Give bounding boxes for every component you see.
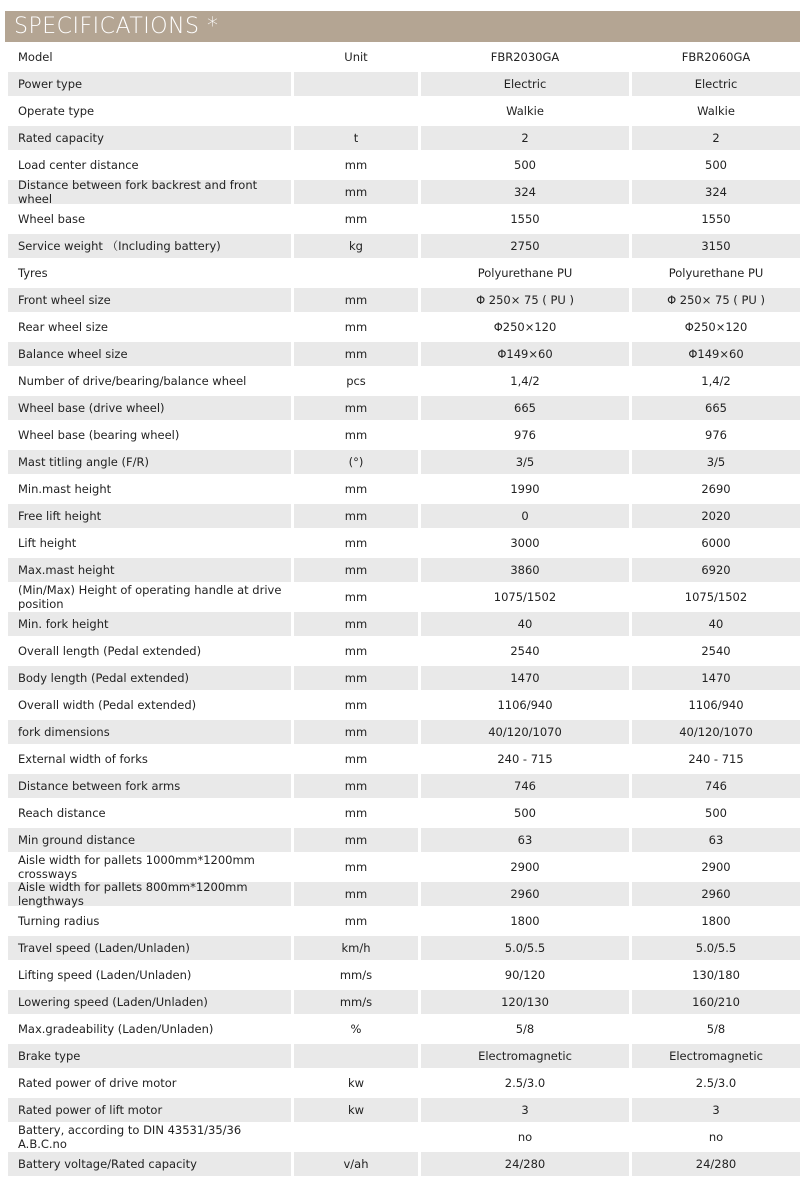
spec-unit-cell: km/h — [294, 936, 418, 960]
table-row — [8, 288, 800, 312]
spec-value-fbr2060ga-cell: 160/210 — [632, 990, 800, 1014]
spec-name-cell: Load center distance — [18, 158, 139, 172]
spec-name-cell: Front wheel size — [8, 288, 291, 312]
table-row — [8, 423, 800, 447]
spec-value-fbr2060ga-cell: Electric — [632, 72, 800, 96]
spec-value-fbr2030ga-cell: 5/8 — [515, 1022, 535, 1036]
spec-value-fbr2030ga-cell: Φ149×60 — [421, 342, 629, 366]
table-row — [8, 342, 800, 366]
table-row — [8, 126, 800, 150]
table-row — [8, 666, 800, 690]
spec-value-fbr2060ga-cell: 1075/1502 — [684, 590, 748, 604]
spec-name-cell: Max.gradeability (Laden/Unladen) — [18, 1022, 214, 1036]
spec-unit-cell: mm — [294, 774, 418, 798]
table-row — [8, 747, 800, 771]
spec-value-fbr2030ga-cell: FBR2030GA — [490, 50, 560, 64]
table-row — [8, 504, 800, 528]
spec-unit-cell: v/ah — [294, 1152, 418, 1176]
page-title: SPECIFICATIONS * — [5, 11, 800, 42]
spec-value-fbr2060ga-cell: Polyurethane PU — [668, 266, 764, 280]
spec-value-fbr2060ga-cell: Φ149×60 — [632, 342, 800, 366]
spec-unit-cell: mm — [344, 482, 368, 496]
table-row — [8, 531, 800, 555]
spec-value-fbr2060ga-cell: Electromagnetic — [632, 1044, 800, 1068]
spec-name-cell: Service weight （Including battery) — [8, 234, 291, 258]
spec-unit-cell: mm — [344, 698, 368, 712]
spec-name-cell: Distance between fork arms — [8, 774, 291, 798]
spec-value-fbr2060ga-cell: Walkie — [697, 104, 735, 118]
spec-value-fbr2030ga-cell: 3/5 — [421, 450, 629, 474]
spec-value-fbr2030ga-cell: 324 — [421, 180, 629, 204]
table-row — [8, 990, 800, 1014]
table-row — [8, 450, 800, 474]
spec-value-fbr2030ga-cell: Polyurethane PU — [477, 266, 573, 280]
spec-value-fbr2030ga-cell: 3000 — [510, 536, 540, 550]
spec-unit-cell: mm — [294, 828, 418, 852]
spec-name-cell: Rated capacity — [8, 126, 291, 150]
spec-value-fbr2060ga-cell: 3150 — [632, 234, 800, 258]
spec-value-fbr2060ga-cell: 1470 — [632, 666, 800, 690]
spec-name-cell: Max.mast height — [8, 558, 291, 582]
spec-unit-cell: mm — [294, 666, 418, 690]
spec-unit-cell: mm — [294, 882, 418, 906]
spec-name-cell: Operate type — [18, 104, 95, 118]
spec-value-fbr2030ga-cell: 500 — [514, 806, 536, 820]
table-row — [8, 558, 800, 582]
spec-value-fbr2060ga-cell: 2690 — [701, 482, 731, 496]
spec-value-fbr2030ga-cell: 2.5/3.0 — [504, 1076, 546, 1090]
spec-value-fbr2030ga-cell: Φ 250× 75 ( PU ) — [421, 288, 629, 312]
table-row — [8, 882, 800, 906]
spec-value-fbr2030ga-cell: 1106/940 — [497, 698, 553, 712]
spec-value-fbr2060ga-cell: 1800 — [701, 914, 731, 928]
spec-name-cell: Battery, according to DIN 43531/35/36 A.B.C.no — [18, 1123, 242, 1151]
spec-value-fbr2060ga-cell: 6000 — [701, 536, 731, 550]
spec-name-cell: Overall length (Pedal extended) — [18, 644, 202, 658]
spec-unit-cell — [294, 261, 418, 285]
spec-name-cell: Travel speed (Laden/Unladen) — [8, 936, 291, 960]
spec-value-fbr2060ga-cell: 2540 — [701, 644, 731, 658]
spec-name-cell: Wheel base (drive wheel) — [8, 396, 291, 420]
spec-value-fbr2030ga-cell: 665 — [421, 396, 629, 420]
table-row — [8, 774, 800, 798]
spec-name-cell: Distance between fork backrest and front wheel — [8, 180, 291, 204]
spec-name-cell: Lifting speed (Laden/Unladen) — [18, 968, 192, 982]
spec-value-fbr2030ga-cell: 40/120/1070 — [421, 720, 629, 744]
spec-name-cell: Free lift height — [8, 504, 291, 528]
spec-value-fbr2060ga-cell: 130/180 — [692, 968, 740, 982]
spec-unit-cell: % — [350, 1022, 362, 1036]
table-row — [8, 207, 800, 231]
spec-value-fbr2030ga-cell: 90/120 — [504, 968, 546, 982]
spec-name-cell: (Min/Max) Height of operating handle at drive position — [18, 583, 282, 611]
spec-unit-cell: kw — [294, 1098, 418, 1122]
spec-value-fbr2030ga-cell: 1800 — [510, 914, 540, 928]
spec-name-cell: Battery voltage/Rated capacity — [8, 1152, 291, 1176]
spec-value-fbr2030ga-cell: 3 — [421, 1098, 629, 1122]
spec-value-fbr2060ga-cell: 40/120/1070 — [632, 720, 800, 744]
spec-value-fbr2060ga-cell: 3/5 — [632, 450, 800, 474]
spec-name-cell: Reach distance — [18, 806, 106, 820]
spec-name-cell: Min ground distance — [8, 828, 291, 852]
spec-value-fbr2060ga-cell: 1,4/2 — [701, 374, 731, 388]
table-row — [8, 612, 800, 636]
spec-unit-cell: mm — [294, 180, 418, 204]
spec-value-fbr2060ga-cell: 5.0/5.5 — [632, 936, 800, 960]
spec-unit-cell: pcs — [346, 374, 366, 388]
spec-value-fbr2060ga-cell: 6920 — [632, 558, 800, 582]
spec-unit-cell: mm — [294, 288, 418, 312]
spec-unit-cell: mm — [294, 720, 418, 744]
spec-name-cell: Lift height — [18, 536, 77, 550]
spec-value-fbr2060ga-cell: 1106/940 — [688, 698, 744, 712]
table-row — [8, 396, 800, 420]
spec-name-cell: Balance wheel size — [8, 342, 291, 366]
spec-name-cell: External width of forks — [18, 752, 148, 766]
spec-value-fbr2030ga-cell: 120/130 — [421, 990, 629, 1014]
spec-value-fbr2030ga-cell: Φ250×120 — [493, 320, 557, 334]
table-row — [8, 234, 800, 258]
spec-unit-cell: mm — [344, 212, 368, 226]
specifications-table — [8, 45, 800, 1179]
spec-value-fbr2060ga-cell: 2020 — [632, 504, 800, 528]
table-row — [8, 909, 800, 933]
spec-name-cell: Rear wheel size — [18, 320, 108, 334]
spec-name-cell: Min.mast height — [18, 482, 112, 496]
spec-value-fbr2030ga-cell: 1550 — [510, 212, 540, 226]
spec-value-fbr2060ga-cell: 500 — [705, 158, 727, 172]
spec-unit-cell: mm — [344, 806, 368, 820]
table-row — [8, 1071, 800, 1095]
spec-name-cell: Overall width (Pedal extended) — [18, 698, 197, 712]
spec-value-fbr2060ga-cell: 24/280 — [632, 1152, 800, 1176]
spec-value-fbr2030ga-cell: 746 — [421, 774, 629, 798]
table-row — [8, 153, 800, 177]
spec-unit-cell: mm — [344, 914, 368, 928]
spec-value-fbr2030ga-cell: 0 — [421, 504, 629, 528]
spec-value-fbr2060ga-cell: 2.5/3.0 — [695, 1076, 737, 1090]
spec-value-fbr2030ga-cell: 24/280 — [421, 1152, 629, 1176]
table-row — [8, 1044, 800, 1068]
spec-value-fbr2060ga-cell: 976 — [705, 428, 727, 442]
table-row — [8, 315, 800, 339]
spec-value-fbr2030ga-cell: 1470 — [421, 666, 629, 690]
spec-value-fbr2030ga-cell: 2900 — [510, 860, 540, 874]
spec-value-fbr2030ga-cell: 3860 — [421, 558, 629, 582]
spec-value-fbr2060ga-cell: 40 — [632, 612, 800, 636]
spec-value-fbr2030ga-cell: no — [517, 1130, 533, 1144]
spec-name-cell: Rated power of lift motor — [8, 1098, 291, 1122]
table-row — [8, 1098, 800, 1122]
spec-unit-cell: mm — [344, 320, 368, 334]
spec-value-fbr2060ga-cell: 240 - 715 — [688, 752, 744, 766]
table-row — [8, 99, 800, 123]
spec-value-fbr2030ga-cell: 1075/1502 — [493, 590, 557, 604]
table-row — [8, 639, 800, 663]
spec-value-fbr2030ga-cell: Walkie — [506, 104, 544, 118]
spec-unit-cell: Unit — [344, 50, 368, 64]
spec-name-cell: Mast titling angle (F/R) — [8, 450, 291, 474]
table-row — [8, 828, 800, 852]
table-row — [8, 855, 800, 879]
spec-name-cell: Power type — [8, 72, 291, 96]
table-row — [8, 801, 800, 825]
spec-unit-cell: kg — [294, 234, 418, 258]
spec-unit-cell: mm — [344, 428, 368, 442]
table-row — [8, 963, 800, 987]
spec-unit-cell: mm/s — [294, 990, 418, 1014]
spec-unit-cell: t — [294, 126, 418, 150]
spec-value-fbr2030ga-cell: Electromagnetic — [421, 1044, 629, 1068]
spec-value-fbr2060ga-cell: 2960 — [632, 882, 800, 906]
spec-name-cell: Wheel base (bearing wheel) — [18, 428, 180, 442]
spec-value-fbr2030ga-cell: 240 - 715 — [497, 752, 553, 766]
spec-value-fbr2060ga-cell: FBR2060GA — [681, 50, 751, 64]
spec-unit-cell — [294, 72, 418, 96]
spec-value-fbr2030ga-cell: 976 — [514, 428, 536, 442]
spec-name-cell: Aisle width for pallets 1000mm*1200mm crossways — [18, 853, 255, 881]
table-header-row — [8, 45, 800, 69]
spec-value-fbr2030ga-cell: 2960 — [421, 882, 629, 906]
spec-value-fbr2030ga-cell: 2540 — [510, 644, 540, 658]
table-row — [8, 369, 800, 393]
spec-unit-cell: (°) — [294, 450, 418, 474]
spec-value-fbr2060ga-cell: 746 — [632, 774, 800, 798]
spec-value-fbr2060ga-cell: 3 — [632, 1098, 800, 1122]
table-row — [8, 720, 800, 744]
spec-name-cell: Model — [18, 50, 53, 64]
spec-unit-cell: mm — [344, 590, 368, 604]
spec-name-cell: Brake type — [8, 1044, 291, 1068]
spec-name-cell: Body length (Pedal extended) — [8, 666, 291, 690]
spec-value-fbr2060ga-cell: 2 — [632, 126, 800, 150]
spec-value-fbr2030ga-cell: 1990 — [510, 482, 540, 496]
spec-value-fbr2060ga-cell: no — [708, 1130, 724, 1144]
table-row — [8, 72, 800, 96]
spec-value-fbr2030ga-cell: 2750 — [421, 234, 629, 258]
spec-value-fbr2030ga-cell: 63 — [421, 828, 629, 852]
spec-value-fbr2060ga-cell: 2900 — [701, 860, 731, 874]
table-row — [8, 1125, 800, 1149]
spec-value-fbr2060ga-cell: 1550 — [701, 212, 731, 226]
spec-unit-cell: mm — [344, 158, 368, 172]
spec-unit-cell: mm — [344, 644, 368, 658]
spec-value-fbr2060ga-cell: 665 — [632, 396, 800, 420]
table-row — [8, 180, 800, 204]
spec-unit-cell: mm — [344, 752, 368, 766]
spec-value-fbr2060ga-cell: Φ250×120 — [684, 320, 748, 334]
table-row — [8, 1152, 800, 1176]
spec-value-fbr2030ga-cell: 1,4/2 — [510, 374, 540, 388]
spec-value-fbr2060ga-cell: Φ 250× 75 ( PU ) — [632, 288, 800, 312]
spec-name-cell: Tyres — [18, 266, 48, 280]
spec-unit-cell: kw — [347, 1076, 365, 1090]
spec-value-fbr2030ga-cell: 500 — [514, 158, 536, 172]
spec-name-cell: Rated power of drive motor — [18, 1076, 177, 1090]
spec-name-cell: fork dimensions — [8, 720, 291, 744]
spec-value-fbr2060ga-cell: 63 — [632, 828, 800, 852]
spec-unit-cell: mm — [294, 558, 418, 582]
spec-unit-cell: mm — [344, 536, 368, 550]
spec-unit-cell: mm — [344, 860, 368, 874]
table-row — [8, 693, 800, 717]
spec-name-cell: Lowering speed (Laden/Unladen) — [8, 990, 291, 1014]
table-row — [8, 261, 800, 285]
spec-value-fbr2030ga-cell: 5.0/5.5 — [421, 936, 629, 960]
spec-name-cell: Min. fork height — [8, 612, 291, 636]
table-row — [8, 585, 800, 609]
spec-name-cell: Aisle width for pallets 800mm*1200mm lengthways — [8, 882, 291, 906]
spec-value-fbr2030ga-cell: 2 — [421, 126, 629, 150]
spec-value-fbr2060ga-cell: 5/8 — [706, 1022, 726, 1036]
table-row — [8, 936, 800, 960]
spec-unit-cell — [294, 99, 418, 123]
table-row — [8, 477, 800, 501]
spec-value-fbr2060ga-cell: 500 — [705, 806, 727, 820]
spec-unit-cell: mm — [294, 342, 418, 366]
spec-unit-cell — [294, 1044, 418, 1068]
table-row — [8, 1017, 800, 1041]
spec-unit-cell — [294, 1125, 418, 1149]
spec-name-cell: Turning radius — [18, 914, 100, 928]
spec-name-cell: Number of drive/bearing/balance wheel — [18, 374, 247, 388]
spec-name-cell: Wheel base — [18, 212, 86, 226]
spec-value-fbr2030ga-cell: 40 — [421, 612, 629, 636]
spec-unit-cell: mm — [294, 612, 418, 636]
spec-value-fbr2030ga-cell: Electric — [421, 72, 629, 96]
spec-unit-cell: mm — [294, 396, 418, 420]
spec-unit-cell: mm — [294, 504, 418, 528]
spec-value-fbr2060ga-cell: 324 — [632, 180, 800, 204]
spec-unit-cell: mm/s — [339, 968, 373, 982]
